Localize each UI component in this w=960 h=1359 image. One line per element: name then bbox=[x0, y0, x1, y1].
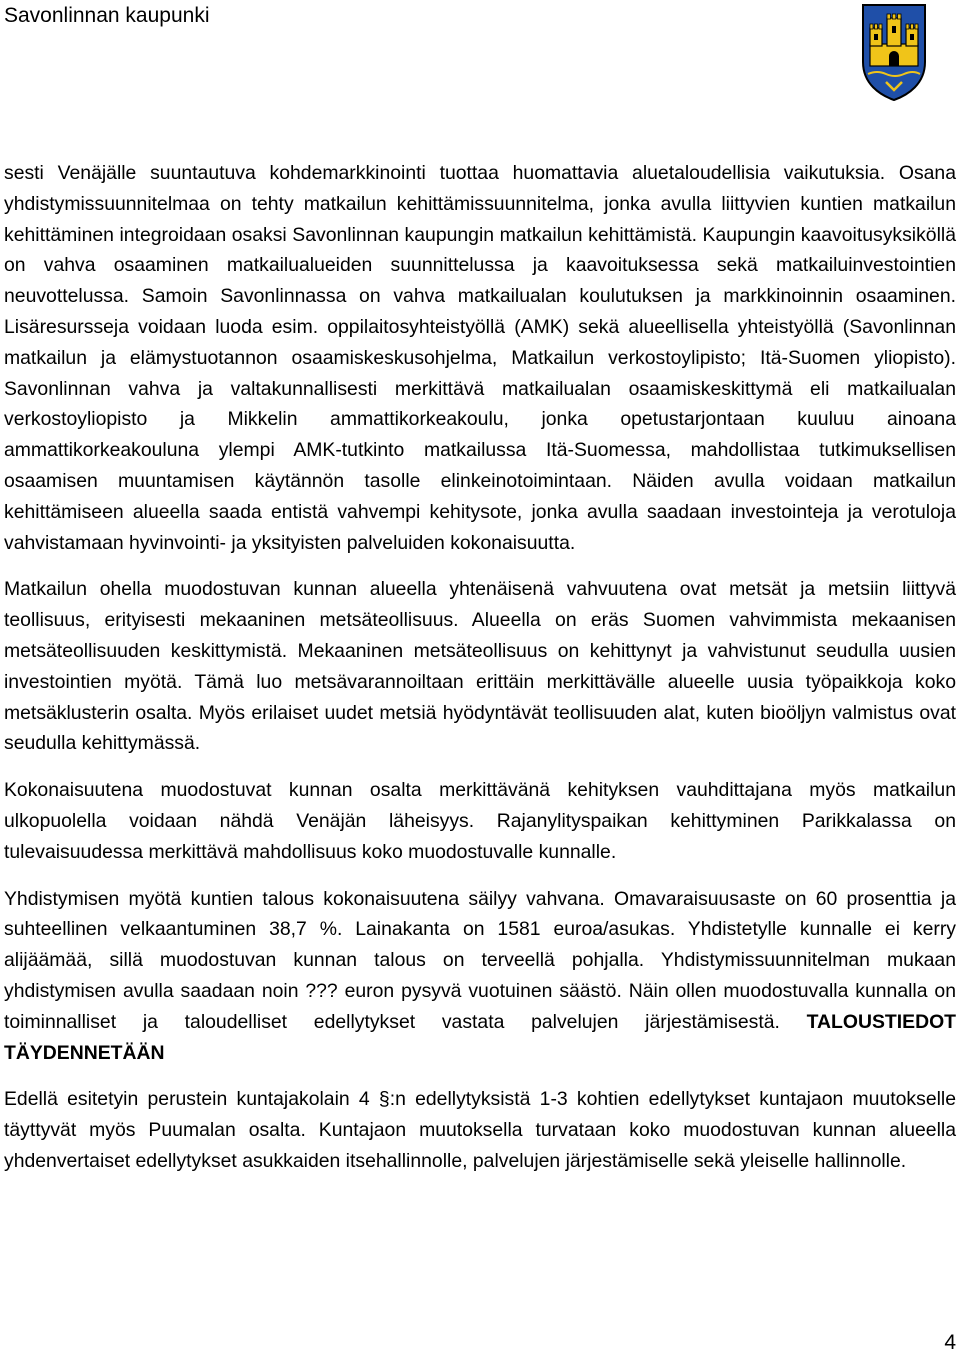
page-number: 4 bbox=[944, 1331, 956, 1354]
paragraph-2: Matkailun ohella muodostuvan kunnan alueella yhtenäisenä vahvuutena ovat metsät ja metsiin liittyvä teollisuus, erityisesti mekaaninen metsäteollisuus. Alueella on eräs Suomen vahvimmista mekaanisen metsäteollisuuden keskittymistä. Mekaaninen metsäteollisuus on kehittynyt ja vahvistunut seudulla uusien investointien myötä. Tämä luo metsävarannoiltaan erittäin merkittävälle alueelle uusia työpaikkoja koko metsäklusterin osalta. Myös erilaiset uudet metsiä hyödyntävät teollisuuden alat, kuten bioöljyn valmistus ovat seudulla kehittymässä. bbox=[4, 578, 956, 755]
paragraph-3: Kokonaisuutena muodostuvat kunnan osalta merkittävänä kehityksen vauhdittajana myös matkailun ulkopuolella voidaan nähdä Venäjän läheisyys. Rajanylityspaikan kehittyminen Parikkalassa on tulevaisuudessa merkittävä mahdollisuus koko muodostuvalle kunnalle. bbox=[4, 779, 956, 863]
paragraph-4-text: Yhdistymisen myötä kuntien talous kokonaisuutena säilyy vahvana. Omavaraisuusaste on 60 prosenttia ja suhteellinen velkaantuminen 38,7 %. Lainakanta on 1581 euroa/asukas. Yhdistetylle kunnalle ei kerry alijäämää, sillä muodostuvan kunnan talous on terveellä pohjalla. Yhdistymissuunnitelman mukaan yhdistymisen avulla saadaan noin ??? euron pysyvä vuotuinen säästö. Näin ollen muodostuvalla kunnalla on toiminnalliset ja taloudelliset edellytykset vastata palvelujen järjestämisestä. bbox=[4, 887, 956, 1033]
paragraph-5: Edellä esitetyin perustein kuntajakolain 4 §:n edellytyksistä 1-3 kohtien edellytykset kuntajaon muutokselle täyttyvät myös Puumalan osalta. Kuntajaon muutoksella turvataan koko muodostuvan kunnan alueella yhdenvertaiset edellytykset asukkaiden itsehallinnolle, palvelujen järjestämiselle sekä yleiselle hallinnolle. bbox=[4, 1088, 956, 1172]
document-body bbox=[4, 158, 956, 1193]
paragraph-4-bold-note: TALOUSTIEDOT TÄYDENNETÄÄN bbox=[4, 1010, 957, 1064]
paragraph-4 bbox=[4, 884, 956, 1069]
savonlinna-coat-of-arms-icon bbox=[860, 2, 928, 102]
page-header-title: Savonlinnan kaupunki bbox=[4, 4, 210, 27]
paragraph-1: sesti Venäjälle suuntautuva kohdemarkkinointi tuottaa huomattavia aluetaloudellisia vaikutuksia. Osana yhdistymissuunnitelmaa on tehty matkailun kehittämissuunnitelma, jonka avulla liittyvien kuntien matkailun kehittäminen integroidaan osaksi Savonlinnan kaupungin matkailun kehittämistä. Kaupungin kaavoitusyksiköllä on vahva osaaminen matkailualueiden suunnittelussa ja kaavoituksessa sekä matkailuinvestointien neuvottelussa. Samoin Savonlinnassa on vahva matkailualan koulutuksen ja markkinoinnin osaaminen. Lisäresursseja voidaan luoda esim. oppilaitosyhteistyöllä (AMK) sekä alueellisella yhteistyöllä (Savonlinnan matkailun ja elämystuotannon osaamiskeskusohjelma, Matkailun verkostoylipisto; Itä-Suomen yliopisto). Savonlinnan vahva ja valtakunnallisesti merkittävä matkailualan osaamiskeskittymä eli matkailualan verkostoyliopisto ja Mikkelin ammattikorkeakoulu, jonka opetustarjontaan kuuluu ainoana ammattikorkeakouluna ylempi AMK-tutkinto matkailussa Itä-Suomessa, mahdollistaa tutkimuksellisen osaamisen muuntamisen käytännön tasolle elinkeinotoimintaan. Näiden avulla voidaan matkailun kehittämiseen alueella saada entistä vahvempi kehitysote, jonka avulla saadaan investointeja ja verotuloja vahvistamaan hyvinvointi- ja yksityisten palveluiden kokonaisuutta. bbox=[4, 162, 956, 554]
